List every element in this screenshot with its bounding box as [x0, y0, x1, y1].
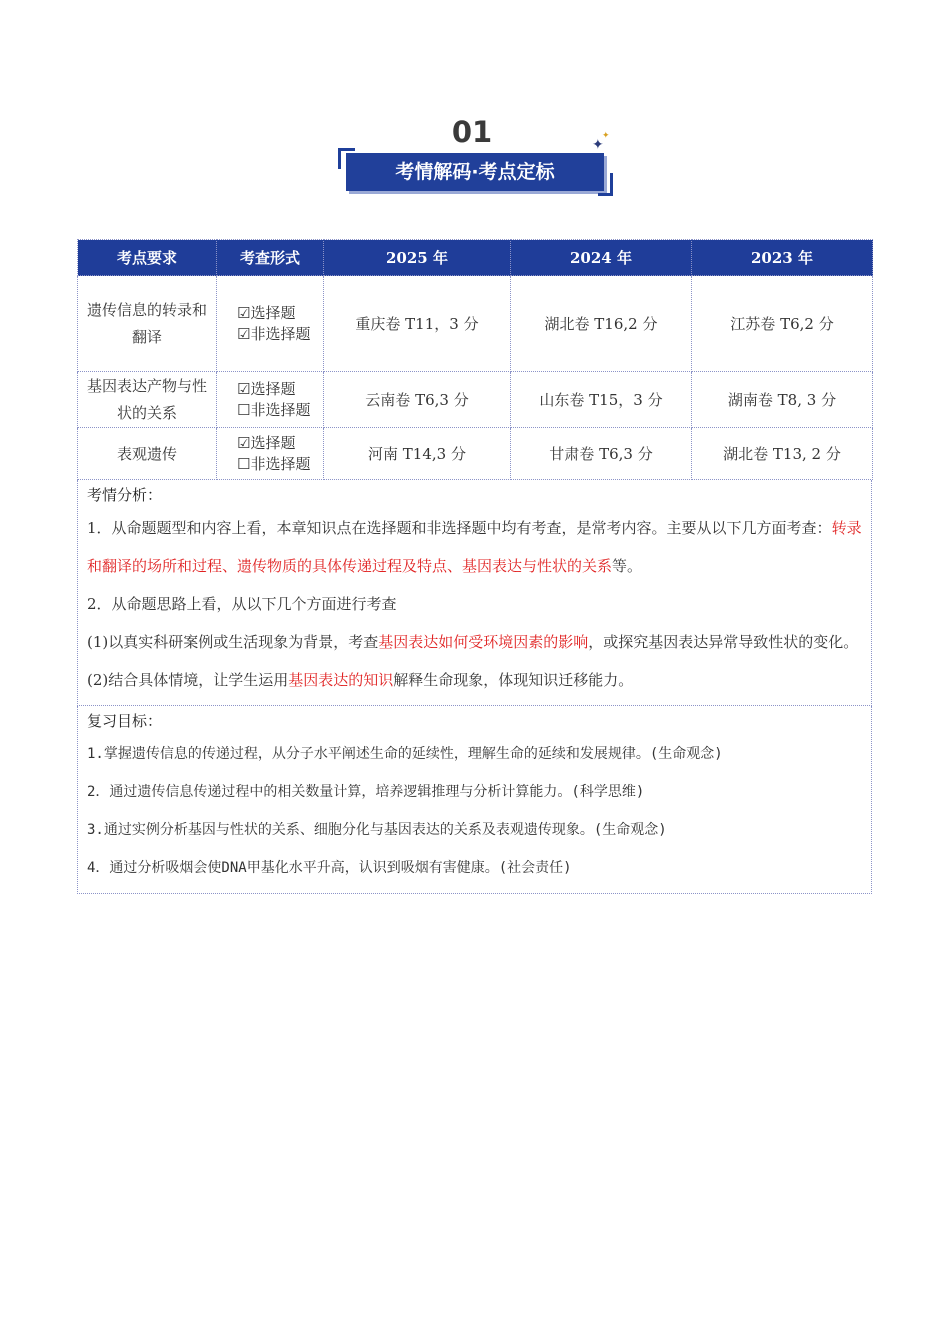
analysis-text: (1)以真实科研案例或生活现象为背景，考查	[87, 633, 379, 651]
analysis-paragraph-2: 2．从命题思路上看，从以下几个方面进行考查	[87, 595, 397, 613]
form-cell	[217, 372, 324, 428]
analysis-highlight: 转录和翻译的场所和过程、遗传物质的具体传递过程及特点、基因表达与性状的关系	[87, 519, 862, 575]
section-number: 01	[451, 115, 493, 149]
header-2025: 2025 年	[324, 240, 511, 276]
analysis-text: 解释生命现象，体现知识迁移能力。	[393, 671, 634, 689]
header-topic: 考点要求	[78, 240, 217, 276]
table-header-row	[78, 240, 873, 276]
sparkle-icon: ✦	[592, 137, 604, 153]
cell-2023: 江苏卷 T6,2 分	[692, 276, 873, 372]
table-row	[78, 372, 873, 428]
analysis-paragraph-1	[87, 509, 862, 585]
section-title: 考情解码·考点定标	[395, 161, 555, 183]
cell-2024: 湖北卷 T16,2 分	[511, 276, 692, 372]
exam-info-frame	[77, 239, 872, 894]
cell-2025: 重庆卷 T11，3 分	[324, 276, 511, 372]
analysis-highlight: 基因表达的知识	[288, 671, 394, 689]
exam-table	[77, 239, 873, 480]
analysis-section	[77, 480, 872, 706]
form-cell	[217, 276, 324, 372]
topic-cell: 遗传信息的转录和翻译	[78, 276, 217, 372]
analysis-paragraph-3	[87, 623, 862, 661]
topic-cell: 表观遗传	[78, 428, 217, 480]
section-banner	[336, 115, 616, 197]
topic-cell: 基因表达产物与性状的关系	[78, 372, 217, 428]
cell-2024: 山东卷 T15，3 分	[511, 372, 692, 428]
header-form: 考查形式	[217, 240, 324, 276]
table-row	[78, 428, 873, 480]
banner-bracket-right	[598, 173, 613, 196]
analysis-highlight: 基因表达如何受环境因素的影响	[378, 633, 589, 651]
analysis-text: 1．从命题题型和内容上看，本章知识点在选择题和非选择题中均有考查，是常考内容。主要从以下几方面考查：	[87, 519, 832, 537]
analysis-text: (2)结合具体情境，让学生运用	[87, 671, 289, 689]
cell-2023: 湖南卷 T8, 3 分	[692, 372, 873, 428]
checkbox-choice: ☑选择题	[237, 303, 296, 322]
analysis-paragraph-4	[87, 661, 862, 699]
sparkle-small-icon: ✦	[602, 131, 610, 141]
goals-title: 复习目标：	[87, 712, 163, 730]
checkbox-choice: ☑选择题	[237, 433, 296, 452]
cell-2024: 甘肃卷 T6,3 分	[511, 428, 692, 480]
analysis-title: 考情分析：	[87, 486, 163, 504]
analysis-text: 等。	[612, 557, 643, 575]
goal-item: 2．通过遗传信息传递过程中的相关数量计算，培养逻辑推理与分析计算能力。(科学思维)	[87, 784, 645, 800]
header-2024: 2024 年	[511, 240, 692, 276]
checkbox-non-choice: ☐非选择题	[237, 454, 311, 473]
analysis-text: ，或探究基因表达异常导致性状的变化。	[588, 633, 859, 651]
header-2023: 2023 年	[692, 240, 873, 276]
cell-2025: 云南卷 T6,3 分	[324, 372, 511, 428]
checkbox-non-choice: ☑非选择题	[237, 324, 311, 343]
goal-item: 1.掌握遗传信息的传递过程，从分子水平阐述生命的延续性，理解生命的延续和发展规律。(生命观念)	[87, 746, 723, 762]
checkbox-non-choice: ☐非选择题	[237, 400, 311, 419]
goals-section	[77, 706, 872, 894]
goal-item: 4．通过分析吸烟会使DNA甲基化水平升高，认识到吸烟有害健康。(社会责任)	[87, 860, 572, 876]
cell-2025: 河南 T14,3 分	[324, 428, 511, 480]
table-row	[78, 276, 873, 372]
goal-item: 3.通过实例分析基因与性状的关系、细胞分化与基因表达的关系及表观遗传现象。(生命观念)	[87, 822, 667, 838]
cell-2023: 湖北卷 T13, 2 分	[692, 428, 873, 480]
form-cell	[217, 428, 324, 480]
checkbox-choice: ☑选择题	[237, 379, 296, 398]
